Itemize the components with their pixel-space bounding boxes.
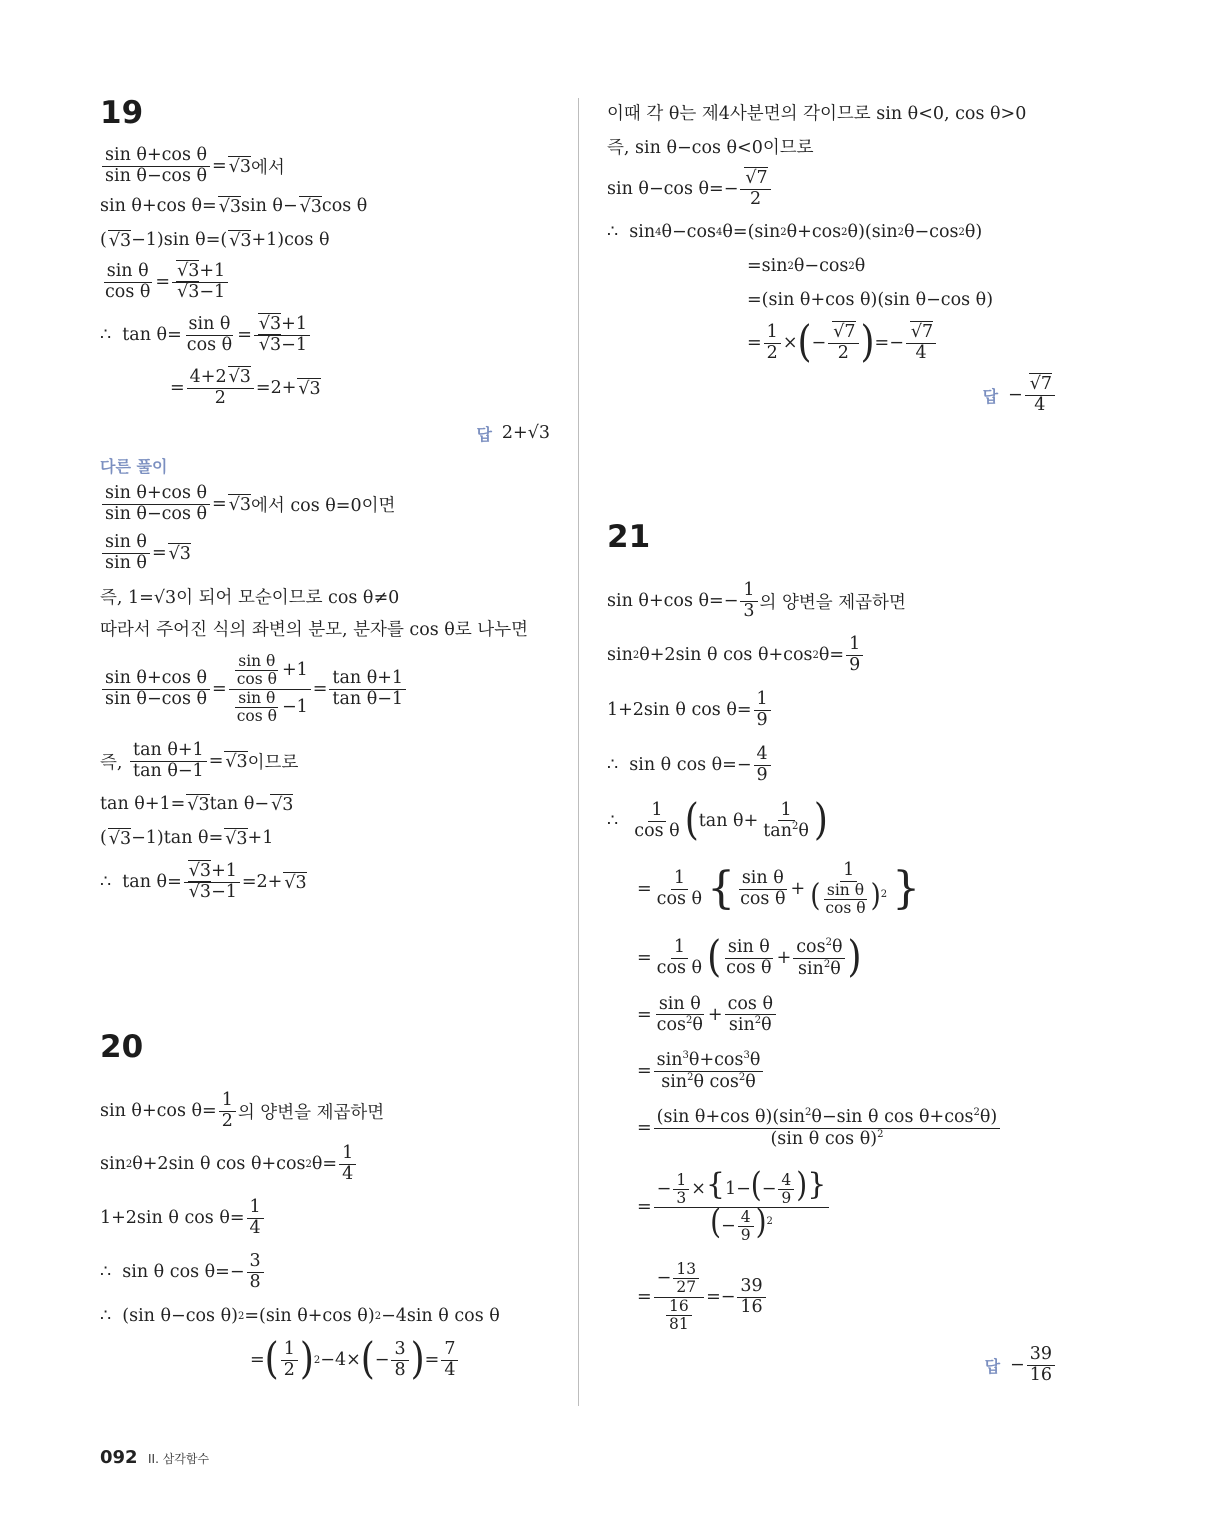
- eq-20-2: sin 2 θ+2sin θ cos θ+cos 2 θ= $\frac{1}{4}$: [100, 1137, 560, 1191]
- alt-solution-label: 다른 풀이: [100, 457, 168, 476]
- answer-label: 답: [984, 1356, 1001, 1376]
- text-eseo-cos0: 에서 cos θ=0이면: [251, 495, 396, 516]
- page-number: 092: [100, 1447, 138, 1468]
- eq-21-7: = $\frac{1}{\text{cos θ}}$ ( $\frac{\text{sin θ}}{\text{cos θ}}$ + $\frac{\cos^2\theta}{\sin^2\theta}$ ): [637, 932, 862, 982]
- eq-19-alt-4: 즉, $\frac{\text{tan θ+1}}{\text{tan θ−1}}$ = √ 3 이므로: [100, 735, 560, 787]
- eq-21-9: = $\frac{\sin^3\theta+\cos^3\theta}{\sin^2\theta \cos^2\theta}$: [607, 1043, 1067, 1099]
- eq-19-alt-1: $\frac{\text{sin θ+cos θ}}{\text{sin θ−cos θ}}$ = √ 3 에서 cos θ=0이면: [100, 481, 560, 527]
- answer-value: 2+√3: [501, 423, 550, 443]
- eq-20r-4: =(sin θ+cos θ)(sin θ−cos θ): [747, 290, 994, 310]
- problem-number-20: 20: [100, 1029, 144, 1065]
- eq-19-alt-7: ∴ tan θ= √ 3+1 √ 3−1 =2+ √ 3: [100, 855, 560, 909]
- answer-21: 답 − $\frac{39}{16}$: [607, 1337, 1057, 1393]
- text-square-21: 의 양변을 제곱하면: [759, 592, 906, 613]
- problem-number-19: 19: [100, 95, 144, 131]
- left-column: [100, 95, 560, 1387]
- text-jeuk: 즉,: [100, 752, 123, 773]
- eq-19-6: = $\frac{4+2√ 3}{2}$ =2+ √ 3: [100, 363, 560, 413]
- eq-19-alt-3: $\frac{\text{sin θ+cos θ}}{\text{sin θ−cos θ}}$ = $\frac{\text{sin θ}}{\text{cos θ}}$ +1 $\frac{\text{sin θ}}{\text{cos θ}}$ −1 = $\frac{\text{tan θ+1}}{\text{tan θ−1}}$: [100, 643, 560, 735]
- text-20-line2: 즉, sin θ−cos θ<0이므로: [607, 137, 814, 158]
- eq-21-4: ∴ sin θ cos θ=− $\frac{4}{9}$: [607, 737, 1067, 793]
- eq-21-6: = $\frac{1}{\text{cos θ}}$ { $\frac{\text{sin θ}}{\text{cos θ}}$ + 1 ( $\frac{\text{sin θ}}{\text{cos θ}}$ )$^2$ }: [637, 860, 921, 917]
- eq-21-5: ∴ $\frac{1}{\text{cos θ}}$ ( tan θ+ $\frac{1}{\tan^2\theta}$ ): [607, 795, 828, 845]
- eq-19-2: sin θ+cos θ= √ 3 sin θ− √ 3 cos θ: [100, 189, 560, 223]
- eq-19-alt-6: ( √ 3 −1)tan θ= √ 3 +1: [100, 821, 560, 855]
- text-imeuro: 이므로: [247, 752, 299, 773]
- chapter-label: II. 삼각함수: [148, 1452, 210, 1466]
- problem-number-21: 21: [607, 519, 651, 555]
- eq-20-1: sin θ+cos θ= $\frac{1}{2}$ 의 양변을 제곱하면: [100, 1090, 385, 1131]
- eq-21-3: 1+2sin θ cos θ= $\frac{1}{9}$: [607, 683, 1067, 737]
- answer-label: 답: [982, 386, 999, 406]
- eq-19-1: $\frac{\text{sin θ+cos θ}}{\text{sin θ−cos θ}}$ = √ 3 에서: [100, 143, 560, 189]
- text-ttaraseo: 따라서 주어진 식의 좌변의 분모, 분자를 cos θ로 나누면: [100, 619, 529, 640]
- eq-21-8: = $\frac{\text{sin θ}}{\cos^2\theta}$ + $\frac{\text{cos θ}}{\sin^2\theta}$: [607, 987, 1067, 1043]
- eq-20r-3: =sin 2 θ−cos 2 θ: [747, 256, 866, 276]
- eq-20-3: 1+2sin θ cos θ= $\frac{1}{4}$: [100, 1191, 560, 1245]
- eq-19-alt-2: $\frac{\text{sin θ}}{\text{sin θ}}$ = √ 3: [100, 527, 560, 579]
- eq-20-5: ∴ (sin θ−cos θ) 2 =(sin θ+cos θ) 2 −4sin θ cos θ: [100, 1306, 500, 1326]
- eq-20r-1: sin θ−cos θ=− √ $\frac{7}{2}$: [607, 163, 1067, 215]
- text-square-20: 의 양변을 제곱하면: [237, 1102, 385, 1123]
- eq-19-3: ( √ 3 −1)sin θ=( √ 3 +1)cos θ: [100, 223, 560, 257]
- eq-19-4: $\frac{\text{sin θ}}{\text{cos θ}}$ = √ 3+1 √ 3−1: [100, 257, 560, 307]
- eq-20-4: ∴ sin θ cos θ=− $\frac{3}{8}$: [100, 1245, 560, 1299]
- text-jeuk1: 즉, 1=√3이 되어 모순이므로 cos θ≠0: [100, 587, 400, 608]
- eq-20r-2: ∴ sin 4 θ−cos 4 θ=(sin 2 θ+cos 2 θ)(sin 2 θ−cos 2 θ): [607, 222, 983, 242]
- eq-21-1: sin θ+cos θ=− $\frac{1}{3}$ 의 양변을 제곱하면: [607, 580, 906, 621]
- eq-21-10: = $\frac{(\sin \theta+\cos \theta)(\sin^2\theta-\sin \theta \cos \theta+\cos^2\theta)}{(\sin \theta \cos \theta)^2}$: [607, 1099, 1067, 1157]
- answer-20: 답 − √ $\frac{7}{4}$: [607, 369, 1057, 421]
- eq-20r-5: = $\frac{1}{2}$ × ( − √ $\frac{7}{2}$ ) =− √ $\frac{7}{4}$: [607, 317, 1067, 369]
- eq-19-5: ∴ tan θ= $\frac{\text{sin θ}}{\text{cos θ}}$ = √ 3+1 √ 3−1: [100, 307, 560, 363]
- eq-21-11: = − $\frac{1}{3}$ ×{1−(− $\frac{4}{9}$ )} (− $\frac{4}{9}$ )$^2$: [607, 1157, 1067, 1257]
- eq-19-alt-5: tan θ+1= √ 3 tan θ− √ 3: [100, 787, 560, 821]
- eq-21-12: = − $\frac{13}{27}$ $\frac{16}{81}$ =− $\frac{39}{16}$: [607, 1257, 1067, 1337]
- answer-label: 답: [476, 424, 492, 444]
- right-column: [607, 95, 1067, 1393]
- column-divider: [578, 98, 579, 1406]
- eq-21-2: sin 2 θ+2sin θ cos θ+cos 2 θ= $\frac{1}{9}$: [607, 627, 1067, 683]
- answer-19: [100, 413, 550, 453]
- text-20-line1: 이때 각 θ는 제4사분면의 각이므로 sin θ<0, cos θ>0: [607, 103, 1027, 124]
- text-eseo: 에서: [251, 157, 285, 178]
- eq-20-6: = ( $\frac{1}{2}$ ) 2 −4× ( − $\frac{3}{8}$ ) = $\frac{7}{4}$: [100, 1333, 560, 1387]
